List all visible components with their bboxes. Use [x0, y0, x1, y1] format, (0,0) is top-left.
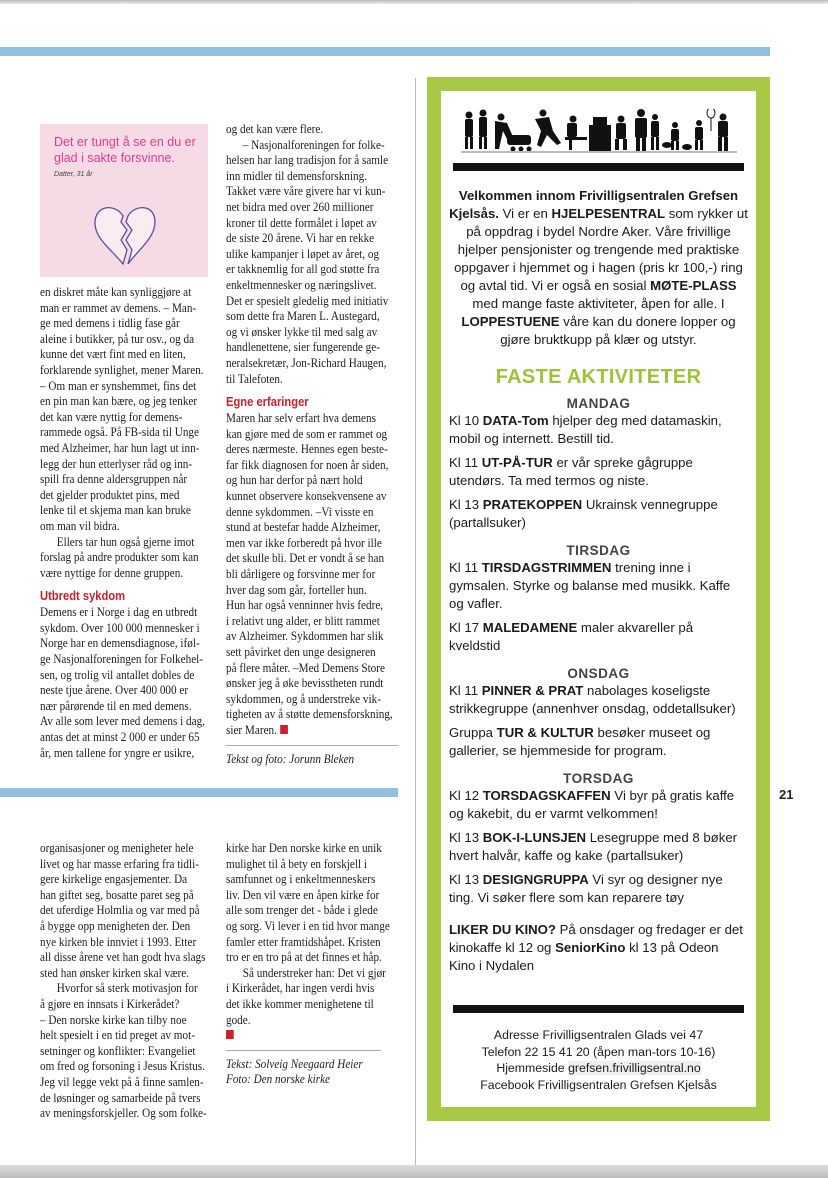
article2-paragraph: Så understreker han: Det vi gjør i Kirkerådet, har ingen verdi hvis det ikke kommer menighetene til gode.: [226, 964, 386, 1027]
activity-time: Kl 17: [449, 620, 483, 635]
activity-item: [449, 559, 748, 613]
frivilligsentral-ad-box: [427, 77, 770, 1121]
activity-time: Kl 10: [449, 413, 483, 428]
activity-name: DATA-Tom: [482, 413, 549, 428]
page-bottom-edge: [0, 1165, 828, 1178]
kino-bold: SeniorKino: [555, 940, 626, 955]
facebook: Facebook Frivilligsentralen Grefsen Kjelsås: [480, 1077, 717, 1092]
intro-bold: HJELPESENTRAL: [551, 206, 666, 221]
article2-credit-text: Tekst: Solveig Neegaard Heier: [226, 1055, 363, 1071]
activity-description: Ukrainsk vennegruppe (partallsuker): [449, 497, 718, 530]
activity-time: Kl 12: [449, 788, 483, 803]
kino-text: kl 13 på Odeon Kino i Nydalen: [449, 940, 719, 973]
quote-attribution: Datter, 31 år: [54, 171, 93, 178]
ad-box-content: [441, 91, 756, 1107]
activity-time: Kl 13: [449, 830, 483, 845]
kino-paragraph: [449, 921, 748, 975]
activity-item: [449, 787, 748, 823]
article1-paragraph: Demens er i Norge i dag en utbredt sykdom. Over 100 000 mennesker i Norge har en demensdiagnose, iføl- ge Nasjonalforeningen for Folkehel- sen, og trolig vil antallet dobles de neste tjue årene. Over 400 000 er nær pårørende til en med demens. Av alle som lever med demens i dag, antas det at minst 2 000 er under 65 år, men tallene for yngre er usikre,: [40, 604, 205, 760]
activity-description: Lesegruppe med 8 bøker hvert halvår, kaffe og kake (partallsuker): [449, 830, 738, 863]
website: [449, 1060, 748, 1077]
activity-name: DESIGNGRUPPA: [482, 872, 589, 887]
activity-description: trening inne i gymsalen. Styrke og balanse med musikk. Kaffe og vafler.: [449, 560, 731, 611]
activity-description: hjelper deg med datamaskin, mobil og internett. Bestill tid.: [449, 413, 722, 446]
section-blue-bar: [0, 788, 398, 797]
activity-description: Vi syr og designer nye ting. Vi søker flere som kan reparere tøy: [449, 872, 723, 905]
quote-text: Det er tungt å se en du er glad i sakte forsvinne.: [54, 135, 196, 165]
activity-name: PRATEKOPPEN: [482, 497, 583, 512]
volunteers-silhouettes-icon: [461, 109, 737, 153]
intro-bold: MØTE-PLASS: [650, 278, 737, 293]
article1-credit: Tekst og foto: Jorunn Bleken: [226, 750, 355, 766]
activity-item: [449, 454, 748, 490]
phone: Telefon 22 15 41 20 (åpen man-tors 10-16): [481, 1044, 716, 1059]
intro-paragraph: [449, 187, 748, 349]
activity-time: Kl 11: [449, 455, 482, 470]
activity-item: [449, 619, 748, 655]
article1-paragraph: Ellers tar hun også gjerne imot forslag på andre produkter som kan være nyttige for denne gruppen.: [40, 533, 199, 580]
activity-name: BOK-I-LUNSJEN: [482, 830, 587, 845]
activity-description: nabolages koseligste strikkegruppe (annenhver onsdag, oddetallsuker): [449, 683, 736, 716]
end-mark-icon: [226, 1030, 234, 1039]
activity-item: [449, 829, 748, 865]
article1-paragraph: og det kan være flere. – Nasjonalforeningen for folke- helsen har lang tradisjon for å samle inn midler til demensforskning. Takket være våre givere har vi kun- net bidra med over 260 millioner kroner til dette formålet i løpet av de siste 20 årene. Vi har en rekke ulike kampanjer i løpet av året, og er takknemlig for all god støtte fra enkeltmennesker og næringslivet. Det er spesielt gledelig med initiativ som dette fra Maren L. Austegard, og vi ønsker lykke til med salg av handlenettene, sier fungerende ge- neralsekretær, Jon-Richard Haugen, til Talefoten.: [226, 121, 389, 386]
article2-paragraph: Hvorfor så sterk motivasjon for å gjøre en innsats i Kirkerådet? – Den norske kirke kan tilby noe helt spesielt i en tid preget av mot- setninger og konflikter: Evangeliet om fred og forsoning i Jesus Kristus. Jeg vil legge vekt på å finne samlen- de løsninger og samarbeide på tvers av meningsforskjeller. Og som folke-: [40, 980, 207, 1121]
kino-bold: LIKER DU KINO?: [449, 922, 556, 937]
activity-time: Kl 13: [449, 872, 483, 887]
website-link[interactable]: grefsen.frivilligsentral.no: [568, 1061, 701, 1075]
article1-column1: [40, 284, 205, 760]
article1-column2: [226, 121, 398, 766]
activity-name: TORSDAGSKAFFEN: [482, 788, 611, 803]
article2-credit-photo: Foto: Den norske kirke: [226, 1071, 331, 1087]
broken-heart-icon: [92, 202, 158, 268]
activity-item: [449, 682, 748, 718]
article1-paragraph: en diskret måte kan synliggjøre at man er rammet av demens. – Man- ge med demens i tidlig fase går aleine i butikker, på tur osv., og da kunne det vært fint med en liten, forklarende synlighet, mener Maren. – Om man er synshemmet, fins det en pin man kan bære, og jeg tenker det kan være nyttig for demens- rammede også. På FB-sida til Unge med Alzheimer, har hun lagt ut inn- legg der hun etterlyser råd og inn- spill fra denne aldersgruppen når det gjelder produktet pins, med lenke til et skjema man kan bruke om man vil bidra.: [40, 284, 204, 533]
kino-text: På onsdager og fredager er det kinokaffe kl 12 og: [449, 922, 743, 955]
day-heading: ONSDAG: [567, 666, 630, 681]
activity-item: [449, 496, 748, 532]
credit-divider: [226, 745, 398, 746]
column-divider: [415, 78, 416, 1165]
end-mark-icon: [280, 725, 288, 734]
activity-name: TIRSDAGSTRIMMEN: [481, 560, 612, 575]
page-top-edge: [0, 0, 828, 4]
article2-paragraph: organisasjoner og menigheter hele livet og har masse erfaring fra tidli- gere kirkelige engasjementer. Da han giftet seg, bosatte paret seg på det uferdige Holmlia og var med på å bygge opp menigheten der. Den nye kirken ble innviet i 1993. Etter all disse årene vet han godt hva slags sted han ønsker kirken skal være.: [40, 840, 206, 980]
subheading-utbredt-sykdom: Utbredt sykdom: [40, 588, 126, 604]
activity-time: Kl 11: [449, 683, 482, 698]
intro-bold: LOPPESTUENE: [461, 314, 560, 329]
intro-text: Vi er en: [498, 206, 552, 221]
article2-column2: [226, 840, 390, 1087]
day-heading: TORSDAG: [563, 771, 634, 786]
activity-item: [449, 871, 748, 907]
day-heading: TIRSDAG: [566, 543, 631, 558]
website-label: Hjemmeside: [496, 1061, 569, 1075]
day-heading: MANDAG: [566, 396, 631, 411]
activity-time: Gruppa: [449, 725, 497, 740]
intro-bold: Velkommen innom Frivilligsentralen Grefsen Kjelsås.: [449, 188, 739, 221]
black-divider: [453, 1005, 744, 1013]
contact-info: [449, 1027, 748, 1093]
article2-paragraph: kirke har Den norske kirke en unik mulighet til å bety en forskjell i samfunnet og i enkeltmenneskers liv. Den vil være en åpen kirke for alle som trenger det - både i glede og sorg. Vi lever i en tid hvor mange famler etter framtidshåpet. Kristen tro er en tro på at det finnes et håp.: [226, 840, 390, 965]
activities-list: [449, 395, 748, 907]
quote-box: [40, 124, 208, 277]
credit-divider: [226, 1050, 381, 1051]
intro-text: som rykker ut på oppdrag i bydel Nordre Aker. Våre frivillige hjelper pensjonister og trengende med praktiske oppgaver i hjemmet og i hagen (pris kr 100,-) ring og avtal tid. Vi er også en sosial: [454, 206, 748, 293]
activity-description: besøker museet og gallerier, se hjemmeside for program.: [449, 725, 711, 758]
activity-item: [449, 412, 748, 448]
activity-item: [449, 724, 748, 760]
intro-text: med mange faste aktiviteter, åpen for alle. I: [472, 296, 725, 311]
address: Adresse Frivilligsentralen Glads vei 47: [493, 1028, 704, 1042]
top-blue-bar: [0, 47, 770, 56]
subheading-egne-erfaringer: Egne erfaringer: [226, 394, 309, 410]
activity-time: Kl 13: [449, 497, 483, 512]
activity-name: TUR & KULTUR: [496, 725, 594, 740]
activities-heading: FASTE AKTIVITETER: [495, 366, 702, 388]
page-number: 21: [779, 787, 794, 802]
article2-column1: [40, 840, 207, 1121]
article1-paragraph: Maren har selv erfart hva demens kan gjøre med de som er rammet og deres nærmeste. Hennes egen beste- far fikk diagnosen for noen år siden, og hun har derfor på nært hold kunnet observere konsekvensene av denne sykdommen. –Vi visste en stund at bestefar hadde Alzheimer, men var ikke forberedt på hvor ille det skulle bli. Det er vondt å se han bli dårligere og forsvinne mer for hver dag som går, forteller hun. Hun har også venninner hvis fedre, i relativt ung alder, er blitt rammet av Alzheimer. Sykdommen har slik sett påvirket den unge designeren på flere måter. –Med Demens Store ønsker jeg å øke bevisstheten rundt sykdommen, og å understreke vik- tigheten av å støtte demensforskning, sier Maren.: [226, 410, 393, 737]
activity-name: UT-PÅ-TUR: [481, 455, 553, 470]
activity-description: er vår spreke gågruppe utendørs. Ta med termos og niste.: [449, 455, 693, 488]
intro-text: våre kan du donere lopper og gjøre bruktkupp på klær og utstyr.: [500, 314, 736, 347]
activity-description: Vi byr på gratis kaffe og kakebit, du er varmt velkommen!: [449, 788, 735, 821]
activity-time: Kl 11: [449, 560, 482, 575]
black-divider: [453, 163, 744, 171]
activity-name: MALEDAMENE: [482, 620, 578, 635]
activity-name: PINNER & PRAT: [481, 683, 584, 698]
activity-description: maler akvareller på kveldstid: [449, 620, 694, 653]
